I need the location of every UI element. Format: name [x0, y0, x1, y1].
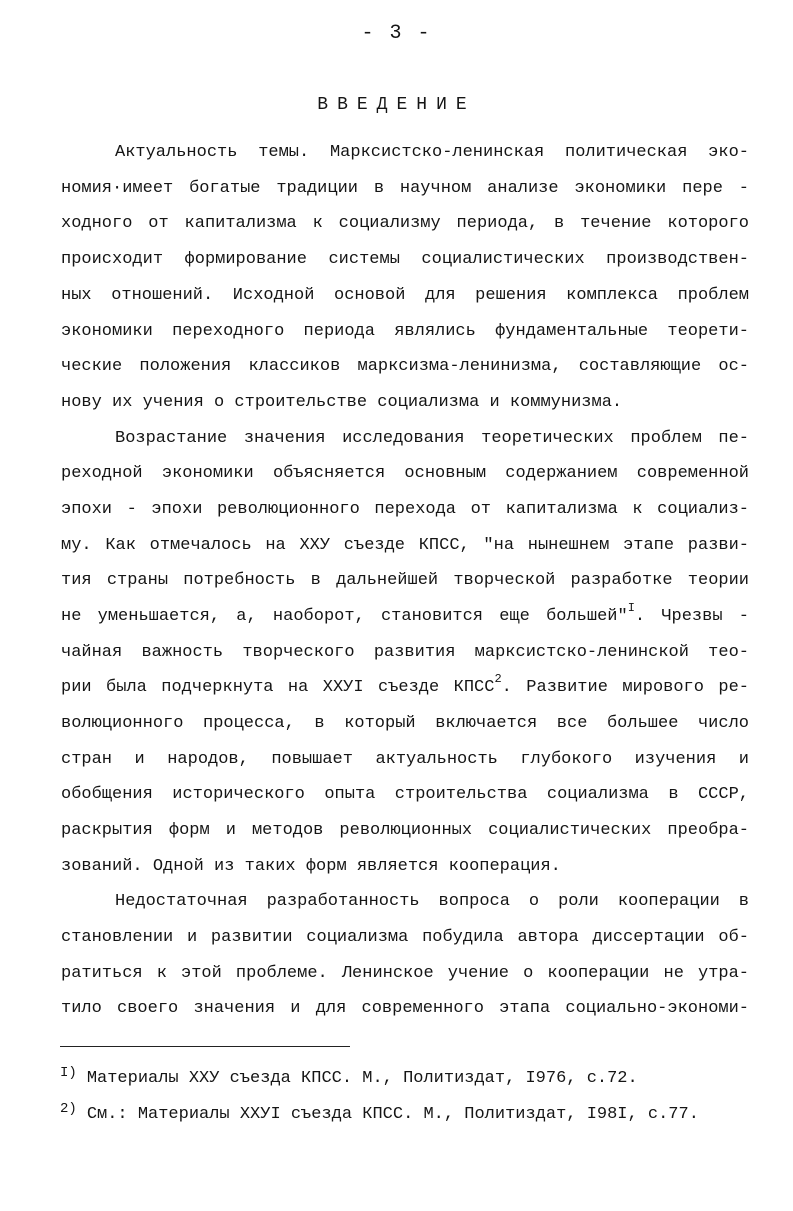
body-line-8: нову их учения о строительстве социализма и коммунизма. — [61, 393, 623, 412]
footnote-1-mark: I) — [60, 1065, 77, 1081]
body-line-3: ходного от капитализма к социализму периода, в течение которого — [61, 214, 749, 233]
page-number: - 3 - — [361, 22, 432, 45]
footnote-ref-1: I — [627, 601, 635, 615]
body-line-14-text: не уменьшается, а, наоборот, становится еще большей" — [61, 607, 628, 626]
body-line-6: экономики переходного периода являлись фундаментальные теорети- — [61, 322, 749, 341]
body-line-22: Недостаточная разработанность вопроса о роли кооперации в — [115, 892, 749, 911]
body-line-25: тило своего значения и для современного этапа социально-экономи- — [61, 999, 749, 1018]
footnote-separator — [60, 1046, 350, 1047]
body-line-23: становлении и развитии социализма побудила автора диссертации об- — [61, 928, 749, 947]
footnote-2-mark: 2) — [60, 1101, 77, 1117]
body-line-18: стран и народов, повышает актуальность глубокого изучения и — [61, 750, 749, 769]
section-heading: ВВЕДЕНИЕ — [317, 95, 476, 115]
body-line-16 — [61, 672, 749, 700]
footnote-1-text: Материалы ХХУ съезда КПСС. М., Политиздат, I976, с.72. — [86, 1069, 638, 1088]
footnote-2 — [60, 1096, 699, 1122]
body-line-21: зований. Одной из таких форм является кооперация. — [61, 857, 561, 876]
body-line-12: му. Как отмечалось на ХХУ съезде КПСС, "на нынешнем этапе разви- — [61, 536, 749, 555]
body-line-2: номия·имеет богатые традиции в научном анализе экономики пере - — [61, 179, 749, 198]
footnote-1 — [60, 1060, 638, 1086]
body-line-11: эпохи - эпохи революционного перехода от капитализма к социализ- — [61, 500, 749, 519]
body-line-1: Актуальность темы. Марксистско-ленинская политическая эко- — [115, 143, 749, 162]
body-line-4: происходит формирование системы социалистических производствен- — [61, 250, 749, 269]
body-line-16-text: рии была подчеркнута на ХХУI съезде КПСС — [61, 678, 495, 697]
body-line-7: ческие положения классиков марксизма-ленинизма, составляющие ос- — [61, 357, 749, 376]
body-line-19: обобщения исторического опыта строительства социализма в СССР, — [61, 785, 749, 804]
body-line-16-tail: . Развитие мирового ре- — [501, 678, 749, 697]
body-line-13: тия страны потребность в дальнейшей творческой разработке теории — [61, 571, 749, 590]
footnote-2-text: См.: Материалы ХХУI съезда КПСС. М., Политиздат, I98I, с.77. — [86, 1105, 699, 1124]
body-line-14 — [61, 601, 749, 629]
body-line-9: Возрастание значения исследования теоретических проблем пе- — [115, 429, 749, 448]
body-line-20: раскрытия форм и методов революционных социалистических преобра- — [61, 821, 749, 840]
body-line-5: ных отношений. Исходной основой для решения комплекса проблем — [61, 286, 749, 305]
body-line-24: ратиться к этой проблеме. Ленинское учение о кооперации не утра- — [61, 964, 749, 983]
body-line-14-tail: . Чрезвы - — [634, 607, 749, 626]
footnote-ref-2: 2 — [494, 672, 502, 686]
body-line-10: реходной экономики объясняется основным содержанием современной — [61, 464, 749, 483]
body-line-15: чайная важность творческого развития марксистско-ленинской тео- — [61, 643, 749, 662]
body-line-17: волюционного процесса, в который включается все большее число — [61, 714, 749, 733]
